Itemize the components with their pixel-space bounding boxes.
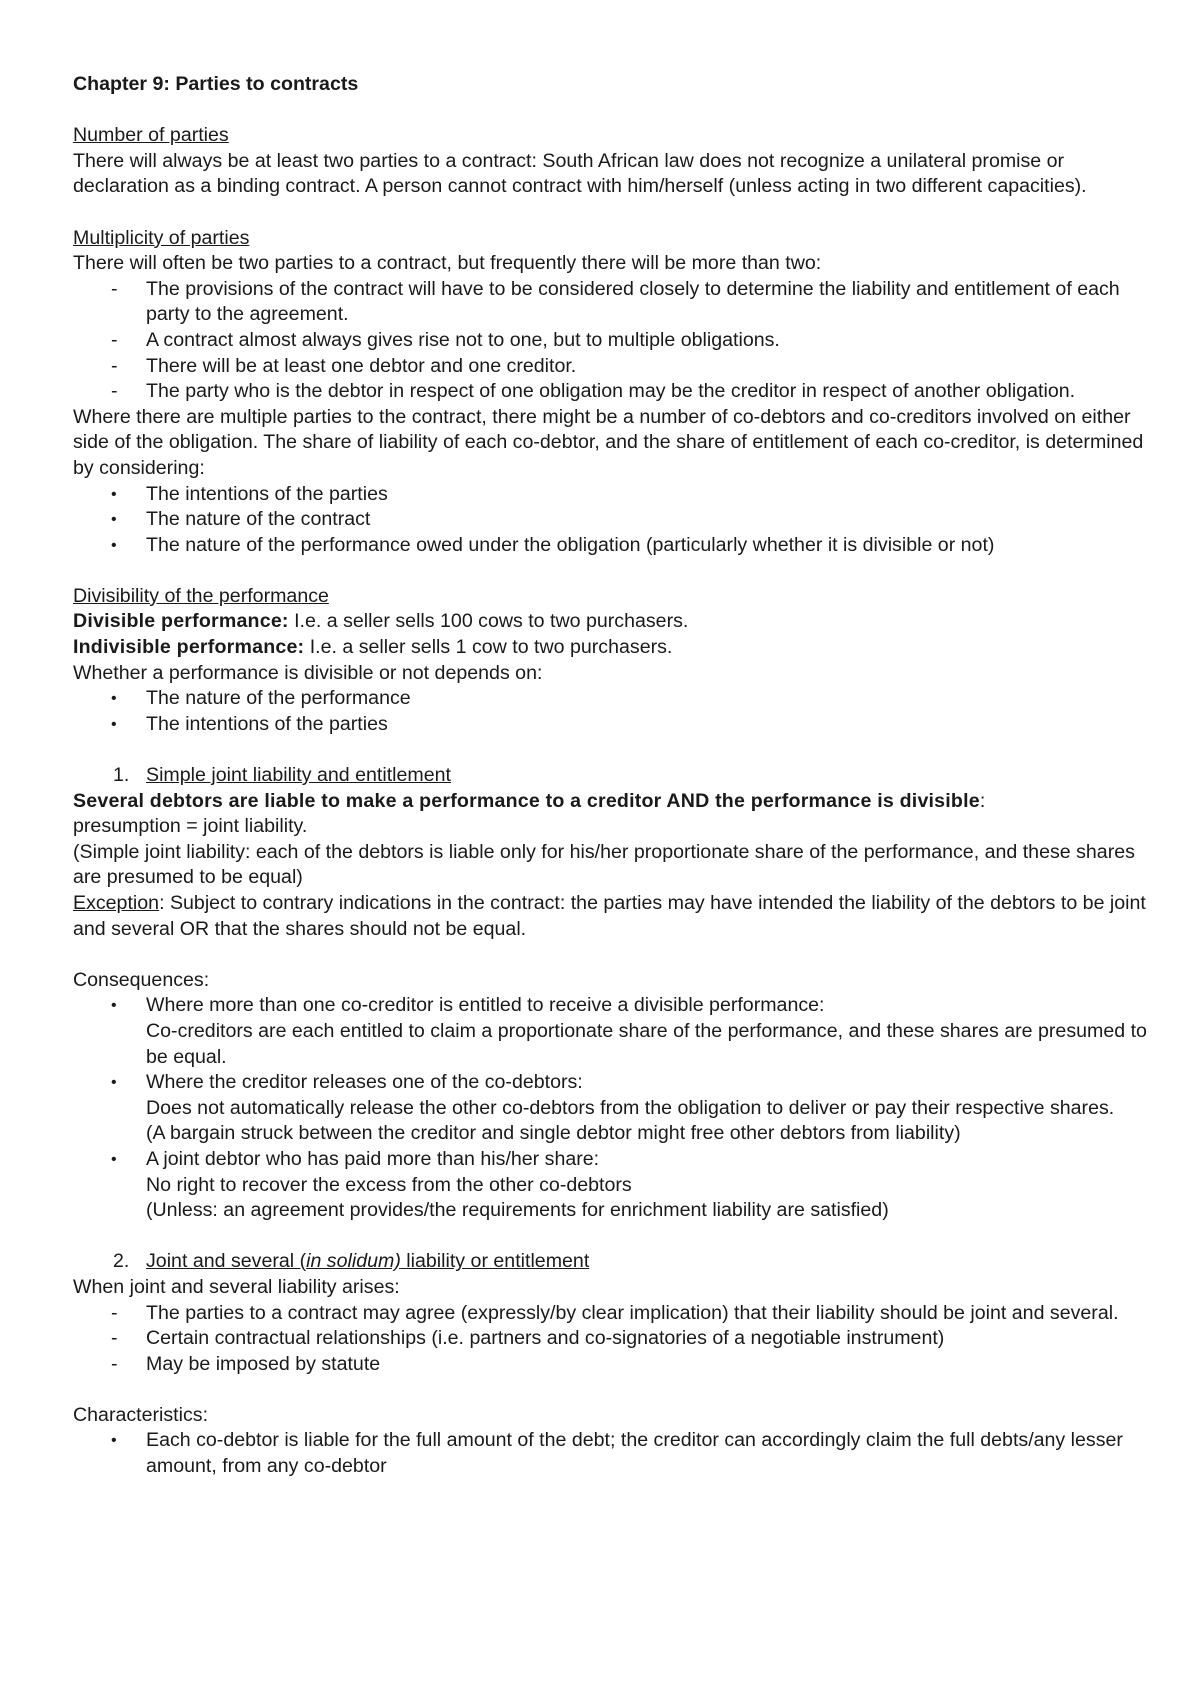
list-item: - The provisions of the contract will have to be considered closely to determine the liability and entitlement of each party to the agreement. bbox=[111, 277, 1120, 326]
joint-several-intro: When joint and several liability arises: bbox=[73, 1275, 400, 1298]
list-item: • The nature of the contract bbox=[73, 507, 1153, 533]
multiplicity-paragraph: Where there are multiple parties to the contract, there might be a number of co-debtors and co-creditors involved on either side of the obligation. The share of liability of each co-debtor, and the share of entitlement of each co-creditor, is determined by considering: bbox=[73, 405, 1144, 479]
bullet-icon: • bbox=[111, 715, 117, 733]
multiplicity-bullet-list bbox=[73, 482, 1153, 559]
numbered-heading-2: 2. Joint and several (in solidum) liability or entitlement bbox=[113, 1250, 590, 1273]
dash-marker: - bbox=[111, 328, 118, 351]
list-item: • Where more than one co-creditor is entitled to receive a divisible performance: Co-creditors are each entitled to claim a proportionate share of the performance, and these shares are presumed to be equal. bbox=[111, 994, 1147, 1068]
paragraph-number-of-parties: There will always be at least two parties to a contract: South African law does not recognize a unilateral promise or declaration as a binding contract. A person cannot contract with him/herself (unless acting in two different capacities). bbox=[73, 149, 1087, 198]
indivisible-line: Indivisible performance: I.e. a seller sells 1 cow to two purchasers. bbox=[73, 636, 673, 659]
exception-line: Exception: Subject to contrary indications in the contract: the parties may have intended the liability of the debtors to be joint and several OR that the shares should not be equal. bbox=[73, 892, 1146, 940]
multiplicity-dash-list bbox=[73, 277, 1153, 405]
divisible-line: Divisible performance: I.e. a seller sells 100 cows to two purchasers. bbox=[73, 610, 689, 633]
joint-several-dash-list bbox=[73, 1301, 1153, 1378]
multiplicity-intro: There will often be two parties to a contract, but frequently there will be more than two: bbox=[73, 252, 822, 275]
divisible-label: Divisible performance: bbox=[73, 610, 289, 633]
indivisible-label: Indivisible performance: bbox=[73, 636, 305, 659]
bullet-icon: • bbox=[111, 1432, 117, 1450]
numbered-heading-1: 1. Simple joint liability and entitlement bbox=[113, 764, 451, 787]
list-item: • Where the creditor releases one of the co-debtors: Does not automatically release the other co-debtors from the obligation to deliver or pay their respective shares. (A bargain struck between the creditor and single debtor might free other debtors from liability) bbox=[111, 1071, 1115, 1145]
list-item: - May be imposed by statute bbox=[73, 1352, 1153, 1378]
dash-marker: - bbox=[111, 277, 118, 300]
list-item: - The party who is the debtor in respect of one obligation may be the creditor in respect of another obligation. bbox=[73, 379, 1153, 405]
bullet-icon: • bbox=[111, 511, 117, 529]
bullet-icon: • bbox=[111, 1074, 117, 1092]
joint-liability-explanation: (Simple joint liability: each of the debtors is liable only for his/her proportionate share of the performance, and these shares are presumed to be equal) bbox=[73, 840, 1135, 889]
bullet-icon: • bbox=[111, 997, 117, 1015]
dash-marker: - bbox=[111, 1327, 118, 1350]
consequences-label: Consequences: bbox=[73, 968, 210, 991]
dash-marker: - bbox=[111, 1301, 118, 1324]
dash-marker: - bbox=[111, 380, 118, 403]
bullet-icon: • bbox=[111, 690, 117, 708]
heading-multiplicity: Multiplicity of parties bbox=[73, 226, 250, 249]
characteristics-label: Characteristics: bbox=[73, 1403, 209, 1426]
joint-liability-rule: Several debtors are liable to make a performance to a creditor AND the performance is divisible: bbox=[73, 789, 986, 812]
presumption-line: presumption = joint liability. bbox=[73, 815, 308, 838]
dash-marker: - bbox=[111, 1352, 118, 1375]
list-item: • The nature of the performance owed under the obligation (particularly whether it is divisible or not) bbox=[73, 533, 1153, 559]
bullet-icon: • bbox=[111, 485, 117, 503]
characteristics-bullet-list bbox=[73, 1428, 1153, 1479]
list-item: • A joint debtor who has paid more than his/her share: No right to recover the excess from the other co-debtors (Unless: an agreement provides/the requirements for enrichment liability are satisfied) bbox=[111, 1147, 889, 1222]
list-item: - Certain contractual relationships (i.e. partners and co-signatories of a negotiable instrument) bbox=[73, 1326, 1153, 1352]
list-item: • The intentions of the parties bbox=[73, 482, 1153, 508]
list-item: - The parties to a contract may agree (expressly/by clear implication) that their liability should be joint and several. bbox=[73, 1301, 1153, 1327]
document-page bbox=[73, 72, 1153, 1480]
heading-number-of-parties: Number of parties bbox=[73, 124, 229, 147]
list-item: - A contract almost always gives rise not to one, but to multiple obligations. bbox=[73, 328, 1153, 354]
consequences-bullet-list bbox=[73, 993, 1153, 1223]
divisibility-bullet-list bbox=[73, 686, 1153, 737]
list-item: • Each co-debtor is liable for the full amount of the debt; the creditor can accordingly claim the full debts/any lesser amount, from any co-debtor bbox=[111, 1429, 1123, 1478]
list-item: - There will be at least one debtor and one creditor. bbox=[73, 354, 1153, 380]
list-item: • The nature of the performance bbox=[73, 686, 1153, 712]
chapter-title: Chapter 9: Parties to contracts bbox=[73, 73, 359, 95]
bullet-icon: • bbox=[111, 536, 117, 554]
list-item: • The intentions of the parties bbox=[73, 712, 1153, 738]
heading-divisibility: Divisibility of the performance bbox=[73, 584, 329, 607]
divisibility-depends: Whether a performance is divisible or not depends on: bbox=[73, 661, 543, 684]
bullet-icon: • bbox=[111, 1150, 117, 1168]
dash-marker: - bbox=[111, 354, 118, 377]
